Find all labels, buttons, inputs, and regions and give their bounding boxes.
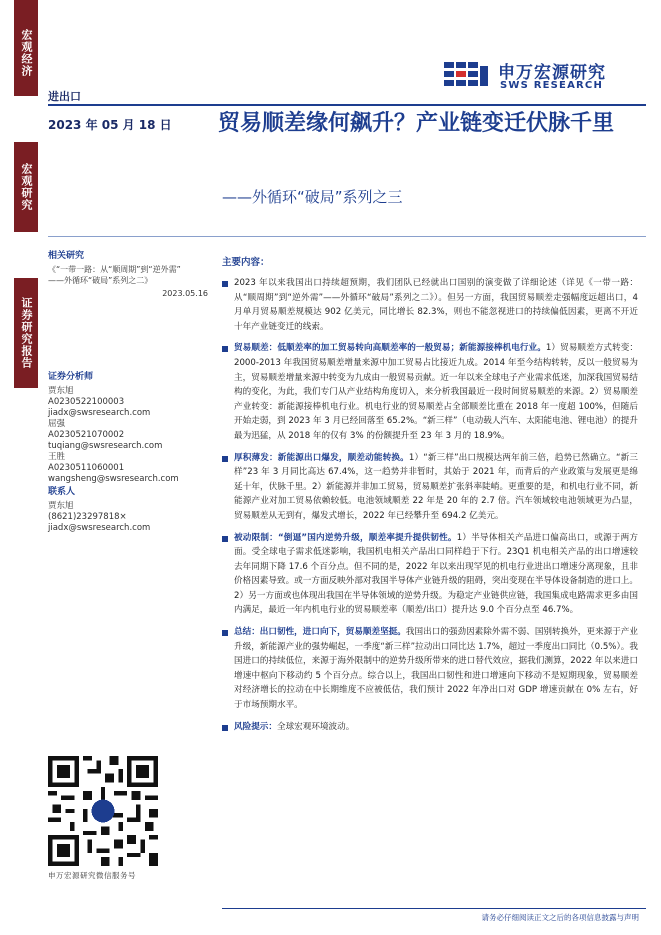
- header-rule: [48, 104, 646, 106]
- analyst-license: A0230521070002: [48, 430, 125, 440]
- analyst-panel: [48, 372, 208, 534]
- analyst-name: 王胜: [48, 452, 66, 462]
- bullet-text: 2023 年以来我国出口持续超预期，我们团队已经就出口国别的演变做了详细论述（详见《一带一路：从“顺周期”到“逆外需”——外循环“破局”系列之二》）。但另一方面，我国贸易顺差走强幅度远超出口，4 月单月贸易顺差规模达 902 亿美元，同比增长 82.3%，则也不能忽视进口的持续偏低因素，更离不开近十年产业链变迁的线索。: [234, 278, 638, 332]
- page-title: 贸易顺差缘何飙升？产业链变迁伏脉千里: [218, 111, 615, 136]
- footer-disclaimer: 请务必仔细阅读正文之后的各项信息披露与声明: [481, 913, 639, 922]
- summary-bullet: [222, 451, 638, 524]
- bullet-text: 我国出口的强劲因素除外需不弱、国别转换外，更来源于产业升级，新能源产业的强势崛起，一季度“新三样”拉动出口同比达 1.7%，超过一季度出口同比（0.5%）。我国进口的持续低位，来源于海外限制中的逆势升级所带来的进口替代效应，据我们测算，2022 年以来进口增速中枢向下移动约 5 个百分点。综合以上，我国出口韧性和进口增速向下移动不是短期现象，贸易顺差对经济增长的拉动在中长期维度不应被低估，我们预计 2022 年净出口对 GDP 增速贡献在 0% 左右，好于市场预期水平。: [234, 627, 638, 711]
- related-ref-line-2[interactable]: ——外循环“破局”系列之二》: [48, 276, 153, 285]
- bullet-square-icon: [222, 456, 228, 462]
- bullet-square-icon: [222, 281, 228, 287]
- section-rule: [48, 236, 646, 237]
- summary-bullet: [222, 341, 638, 443]
- bullet-square-icon: [222, 630, 228, 636]
- bullet-lead: 厚积薄发：新能源出口爆发，顺差动能转换。: [234, 452, 409, 463]
- bullet-square-icon: [222, 346, 228, 352]
- analyst-name: 屈强: [48, 419, 66, 429]
- bullet-square-icon: [222, 725, 228, 731]
- analyst-heading: 证券分析师: [48, 372, 94, 382]
- analyst-license: A0230511060001: [48, 463, 125, 473]
- brand-name-en: SWS RESEARCH: [500, 80, 604, 91]
- page-subtitle: ——外循环“破局”系列之三: [222, 188, 403, 206]
- summary-bullet: [222, 720, 638, 735]
- summary-bullet: [222, 276, 638, 334]
- qr-code-icon: [48, 756, 158, 866]
- contact-phone: (8621)23297818×: [48, 512, 127, 522]
- bullet-text: 1）半导体相关产品进口偏高出口，或源于两方面。受全球电子需求低迷影响，我国机电相关产品出口同样趋于下行。23Q1 机电相关产品的出口增速较去年同期下降 17.6 个百分点。但不同的是，2022 年以来出现罕见的机电行业进出口增速分离现象，且非价格因素导致。或一方面反映外部对我国半导体产业链升级的阻碍，突出变现在半导体设备制造的进口上。2）另一方面或也体现出我国在半导体领域的逆势升级。为稳定产业链供应链，我国集成电路需求更多由国内满足，最近一年内机电行业的贸易顺差率（顺差/出口）提升达 9.0 个百分点至 46.7%。: [234, 532, 638, 616]
- bullet-text: 1）贸易顺差方式转变：2000-2013 年我国贸易顺差增量来源中加工贸易占比接近九成。2014 年至今结构转转，反以一般贸易为主，贸易顺差增量来源中转变为九成由一般贸易贡献。近一年以来全球电子产业需求低迷，加深我国贸易结构的变化，为此，我们专门从产业结构角度切入，来分析我国最近一段时间贸易顺差的来源。2）贸易顺差产业转变：新能源接棒机电行业。机电行业的贸易顺差占全部顺差比重在 2018 年一度超 100%，但随后开始走弱，到 2023 年 3 月已经回落至 65.2%。“新三样”（电动载人汽车、太阳能电池、锂电池）的提升最为迅猛，从 2018 年的仅有 3% 的份额提升至 23 年 3 月的 18.9%。: [234, 343, 638, 441]
- bullet-lead: 风险提示：: [234, 721, 277, 732]
- bullet-square-icon: [222, 536, 228, 542]
- sidebar-label-macro: 宏观经济: [20, 29, 33, 77]
- summary-bullet: [222, 531, 638, 619]
- contact-email[interactable]: jiadx@swsresearch.com: [48, 523, 151, 533]
- bullet-text: 全球宏观环境波动。: [276, 721, 355, 732]
- analyst-license: A0230522100003: [48, 397, 125, 407]
- brand-logo: [444, 56, 644, 96]
- footer-rule: [222, 908, 646, 909]
- sidebar-label-report: 证券研究报告: [20, 297, 33, 369]
- analyst-email[interactable]: tuqiang@swsresearch.com: [48, 441, 163, 451]
- analyst-name: 贾东旭: [48, 386, 74, 396]
- related-ref-date: 2023.05.16: [162, 289, 208, 298]
- related-research: [48, 248, 208, 308]
- bullet-text: 1）“新三样”出口规模达两年前三倍，趋势已然确立。“新三样”23 年 3 月同比高达 67.4%，这一趋势并非暂时，其始于 2021 年，而背后的产业政策与发展更是绵延十年，伏脉千里。2）新能源并非加工贸易，贸易顺差扩张斜率陡峭。更重要的是，和机电行业不同，新能源产业对加工贸易依赖较低。电池领域顺差 22 年是 20 年的 2.7 倍。汽车领域较电池领域更为凸显，贸易顺差从无到有，爆发式增长，2022 年已经攀升至 694.2 亿美元。: [234, 452, 638, 521]
- qr-caption: 申万宏源研究微信服务号: [48, 871, 136, 880]
- analyst-email[interactable]: jiadx@swsresearch.com: [48, 408, 151, 418]
- main-heading: 主要内容：: [222, 257, 270, 268]
- report-date: 2023 年 05 月 18 日: [48, 118, 172, 132]
- related-ref-line-1[interactable]: 《“一带一路：从“顺周期”到“逆外需”: [48, 265, 181, 274]
- related-heading: 相关研究: [48, 251, 85, 261]
- brand-name-cn: 申万宏源研究: [498, 63, 606, 83]
- report-category: 进出口: [48, 90, 81, 103]
- bullet-lead: 总结：出口韧性，进口向下，贸易顺差坚挺。: [234, 627, 406, 638]
- contact-heading: 联系人: [48, 487, 76, 497]
- summary-bullet: [222, 625, 638, 713]
- bullet-lead: 被动限制：“倒逼”国内逆势升级，顺差率提升提供韧性。: [234, 532, 457, 543]
- contact-name: 贾东旭: [48, 501, 74, 511]
- main-content: [222, 254, 638, 741]
- sidebar-label-research: 宏观研究: [20, 163, 33, 211]
- bullet-lead: 贸易顺差：低顺差率的加工贸易转向高顺差率的一般贸易；新能源接棒机电行业。: [234, 343, 546, 354]
- sws-logo-icon: [444, 58, 492, 94]
- analyst-email[interactable]: wangsheng@swsresearch.com: [48, 474, 179, 484]
